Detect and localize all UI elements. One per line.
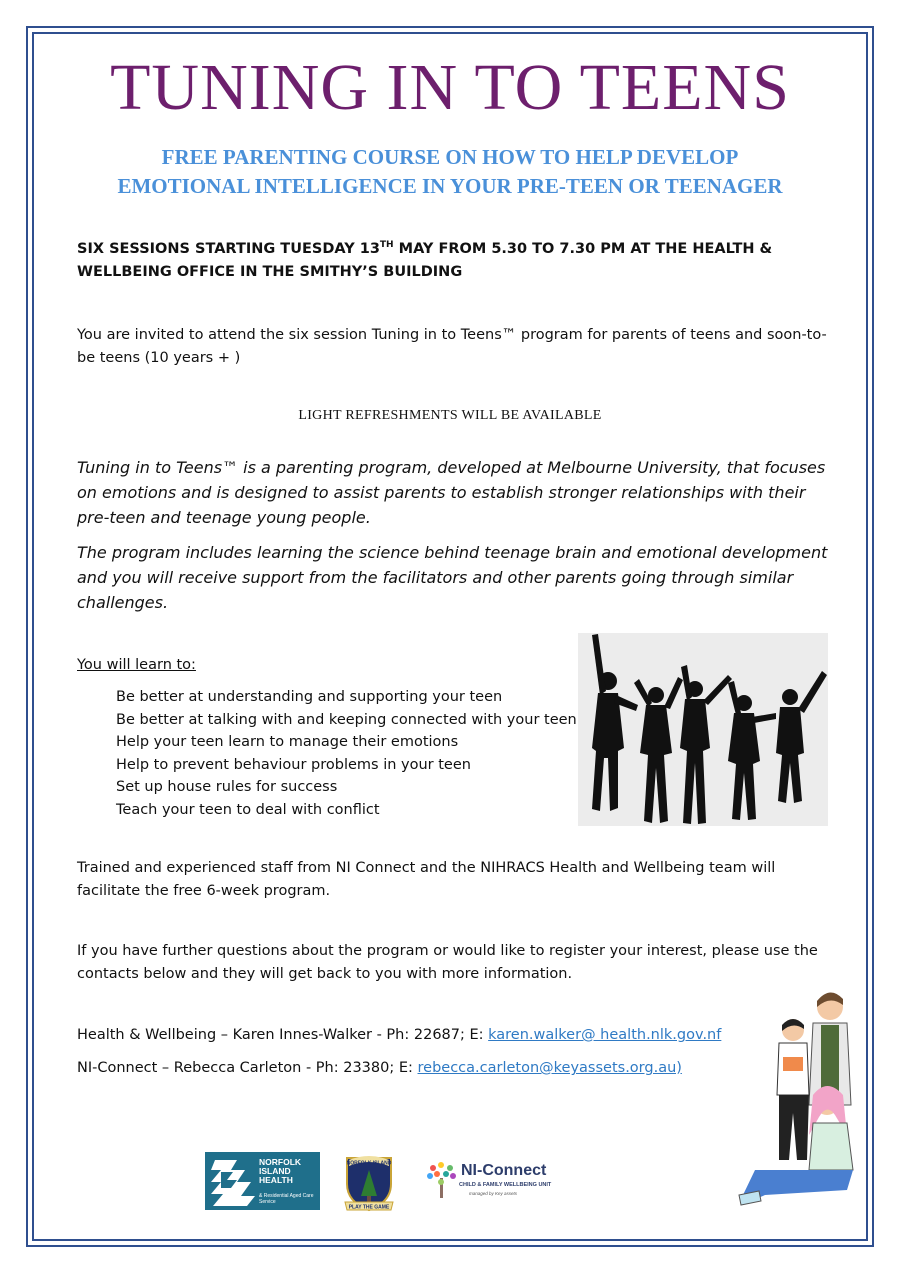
- learn-item: Help to prevent behaviour problems in your teen: [116, 756, 471, 773]
- learn-item: Set up house rules for success: [116, 779, 338, 795]
- teens-illustration-graphic: [735, 985, 860, 1210]
- ni-connect-subtitle: CHILD & FAMILY WELLBEING UNIT: [459, 1182, 552, 1188]
- crest-motto-text: PLAY THE GAME: [348, 1204, 390, 1211]
- norfolk-island-school-crest: [343, 1152, 395, 1214]
- health-logo-line-2: ISLAND: [259, 1166, 291, 1176]
- sessions-text-end: MAY FROM 5.30 TO 7.30 PM AT THE HEALTH & WELLBEING OFFICE IN THE SMITHY’S BUILDING: [77, 241, 773, 280]
- school-crest-icon: [343, 1152, 395, 1214]
- teens-illustration: [735, 985, 860, 1210]
- subtitle-line-1: FREE PARENTING COURSE ON HOW TO HELP DEVELOP: [161, 145, 739, 169]
- health-logo-line-3: HEALTH: [259, 1175, 293, 1185]
- ni-connect-name: NI-Connect: [461, 1162, 547, 1179]
- contact-health-wellbeing: [77, 1024, 721, 1046]
- health-logo-subtitle: & Residential Aged Care Service: [259, 1193, 314, 1205]
- teens-silhouette-image: [578, 633, 828, 826]
- health-logo-text: [259, 1158, 301, 1185]
- contact-ni-email-link[interactable]: rebecca.carleton@keyassets.org.au): [417, 1060, 682, 1076]
- ni-connect-tree-icon: [425, 1160, 459, 1200]
- learn-item: Teach your teen to deal with conflict: [116, 801, 380, 818]
- learn-item: Help your teen learn to manage their emotions: [116, 734, 459, 750]
- refreshments-note: LIGHT REFRESHMENTS WILL BE AVAILABLE: [298, 408, 602, 423]
- ni-connect-logo: [425, 1160, 565, 1205]
- health-logo-mark-icon: [207, 1152, 259, 1210]
- crest-top-text: NORFOLK ISLAND: [346, 1160, 392, 1167]
- sessions-info: [77, 238, 837, 284]
- norfolk-island-health-logo: [205, 1152, 320, 1210]
- contact-health-label: Health & Wellbeing – Karen Innes-Walker - Ph: 22687; E:: [77, 1027, 489, 1043]
- about-paragraph-1: Tuning in to Teens™ is a parenting program, developed at Melbourne University, that focuses on emotions and is designed to assist parents to establish stronger relationships with their pre-teen and teenage young people.: [77, 458, 826, 527]
- page-title: TUNING IN TO TEENS: [110, 51, 790, 124]
- questions-text: If you have further questions about the program or would like to register your interest, please use the contacts below and they will get back to you with more information.: [77, 943, 818, 982]
- learn-heading: You will learn to:: [77, 657, 196, 673]
- learn-item: Be better at understanding and supporting your teen: [116, 689, 503, 705]
- subtitle: [60, 143, 840, 201]
- learn-item: Be better at talking with and keeping connected with your teen: [116, 711, 577, 728]
- silhouette-graphic: [578, 633, 828, 826]
- learn-list: [116, 686, 577, 821]
- subtitle-line-2: EMOTIONAL INTELLIGENCE IN YOUR PRE-TEEN OR TEENAGER: [117, 174, 783, 198]
- invite-text: You are invited to attend the six session Tuning in to Teens™ program for parents of teens and soon-to-be teens (10 years + ): [77, 327, 827, 366]
- sessions-superscript: TH: [379, 240, 394, 251]
- about-paragraph-2: The program includes learning the science behind teenage brain and emotional development and you will receive support from the facilitators and other parents going through similar challenges.: [77, 543, 828, 612]
- contact-health-email-link[interactable]: karen.walker@ health.nlk.gov.nf: [488, 1027, 722, 1043]
- health-logo-line-1: NORFOLK: [259, 1157, 302, 1167]
- sessions-text-start: SIX SESSIONS STARTING TUESDAY 13: [77, 241, 380, 257]
- contact-ni-connect: [77, 1057, 682, 1079]
- trained-staff-text: Trained and experienced staff from NI Connect and the NIHRACS Health and Wellbeing team will facilitate the free 6-week program.: [77, 860, 776, 899]
- contact-ni-label: NI-Connect – Rebecca Carleton - Ph: 23380; E:: [77, 1060, 418, 1076]
- ni-connect-managed-by: managed by Key assets: [469, 1191, 518, 1196]
